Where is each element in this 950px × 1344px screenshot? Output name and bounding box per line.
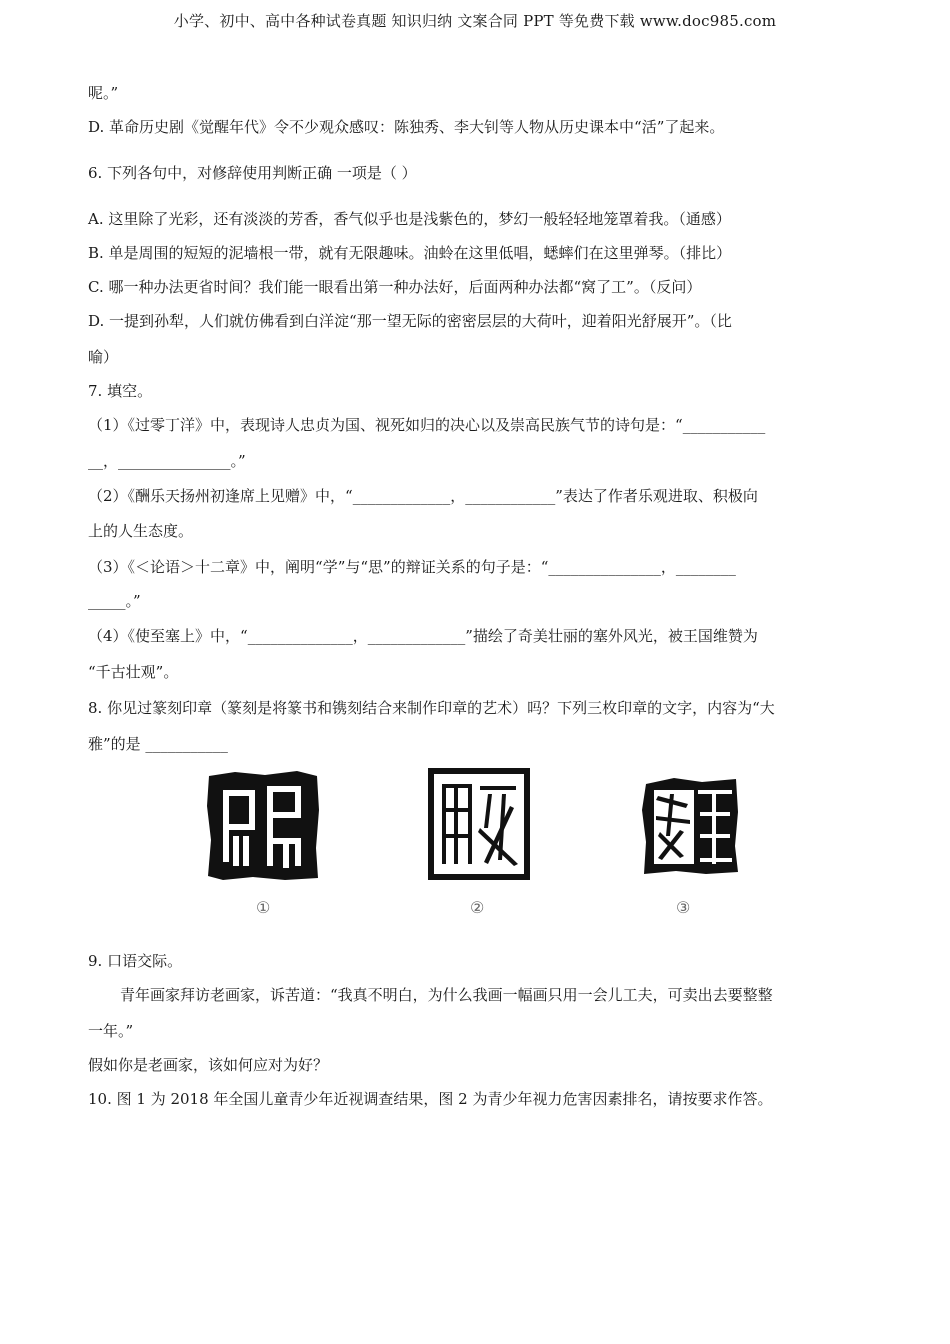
fill-blank-3-cont: _____。”: [88, 592, 141, 610]
fill-blank-2-cont: 上的人生态度。: [88, 522, 194, 540]
seal-1-image: [205, 770, 321, 882]
question-7: 7. 填空。: [88, 382, 153, 400]
text-line: 呢。”: [88, 84, 119, 102]
fill-blank-2: （2）《酬乐天扬州初逢席上见赠》中，“_____________，____________”表达了作者乐观进取、积极向: [88, 487, 758, 505]
option-b: B. 单是周围的短短的泥墙根一带，就有无限趣味。油蛉在这里低唱，蟋蟀们在这里弹琴。（排比）: [88, 244, 732, 262]
seal-3-image: [640, 776, 742, 876]
seal-images: [0, 766, 950, 926]
fill-blank-3: （3）《＜论语＞十二章》中，阐明“学”与“思”的辩证关系的句子是：“_______________，________: [88, 558, 736, 576]
option-d: D. 一提到孙犁，人们就仿佛看到白洋淀“那一望无际的密密层层的大荷叶，迎着阳光舒展开”。（比: [88, 312, 732, 330]
option-c: C. 哪一种办法更省时间？我们能一眼看出第一种办法好，后面两种办法都“窝了工”。（反问）: [88, 278, 702, 296]
option-a: A. 这里除了光彩，还有淡淡的芳香，香气似乎也是浅紫色的，梦幻一般轻轻地笼罩着我。（通感）: [88, 210, 731, 228]
option-d: D. 革命历史剧《觉醒年代》令不少观众感叹：陈独秀、李大钊等人物从历史课本中“活”了起来。: [88, 118, 725, 136]
question-9-prompt: 假如你是老画家，该如何应对为好？: [88, 1056, 329, 1074]
fill-blank-1: （1）《过零丁洋》中，表现诗人忠贞为国、视死如归的决心以及崇高民族气节的诗句是：“___________: [88, 416, 766, 434]
seal-2-label: ②: [470, 898, 485, 917]
fill-blank-1-cont: __，_______________。”: [88, 452, 246, 470]
question-8-cont: 雅”的是 ___________: [88, 735, 228, 753]
seal-1-label: ①: [256, 898, 271, 917]
dialogue-text-cont: 一年。”: [88, 1022, 134, 1040]
question-9: 9. 口语交际。: [88, 952, 183, 970]
text-line: 喻）: [88, 348, 119, 366]
page-header: 小学、初中、高中各种试卷真题 知识归纳 文案合同 PPT 等免费下载 www.doc985.com: [173, 12, 777, 30]
question-8: 8. 你见过篆刻印章（篆刻是将篆书和镌刻结合来制作印章的艺术）吗？下列三枚印章的文字，内容为“大: [88, 699, 775, 717]
seal-3-label: ③: [676, 898, 691, 917]
dialogue-text: 青年画家拜访老画家，诉苦道：“我真不明白，为什么我画一幅画只用一会儿工夫，可卖出去要整整: [120, 986, 773, 1004]
fill-blank-4: （4）《使至塞上》中，“______________，_____________”描绘了奇美壮丽的塞外风光，被王国维赞为: [88, 627, 758, 645]
question-6: 6. 下列各句中，对修辞使用判断正确 一项是（ ）: [88, 164, 417, 182]
question-10: 10. 图 1 为 2018 年全国儿童青少年近视调查结果，图 2 为青少年视力危害因素排名，请按要求作答。: [88, 1090, 773, 1108]
seal-2-image: [428, 768, 530, 880]
fill-blank-4-cont: “千古壮观”。: [88, 663, 179, 681]
